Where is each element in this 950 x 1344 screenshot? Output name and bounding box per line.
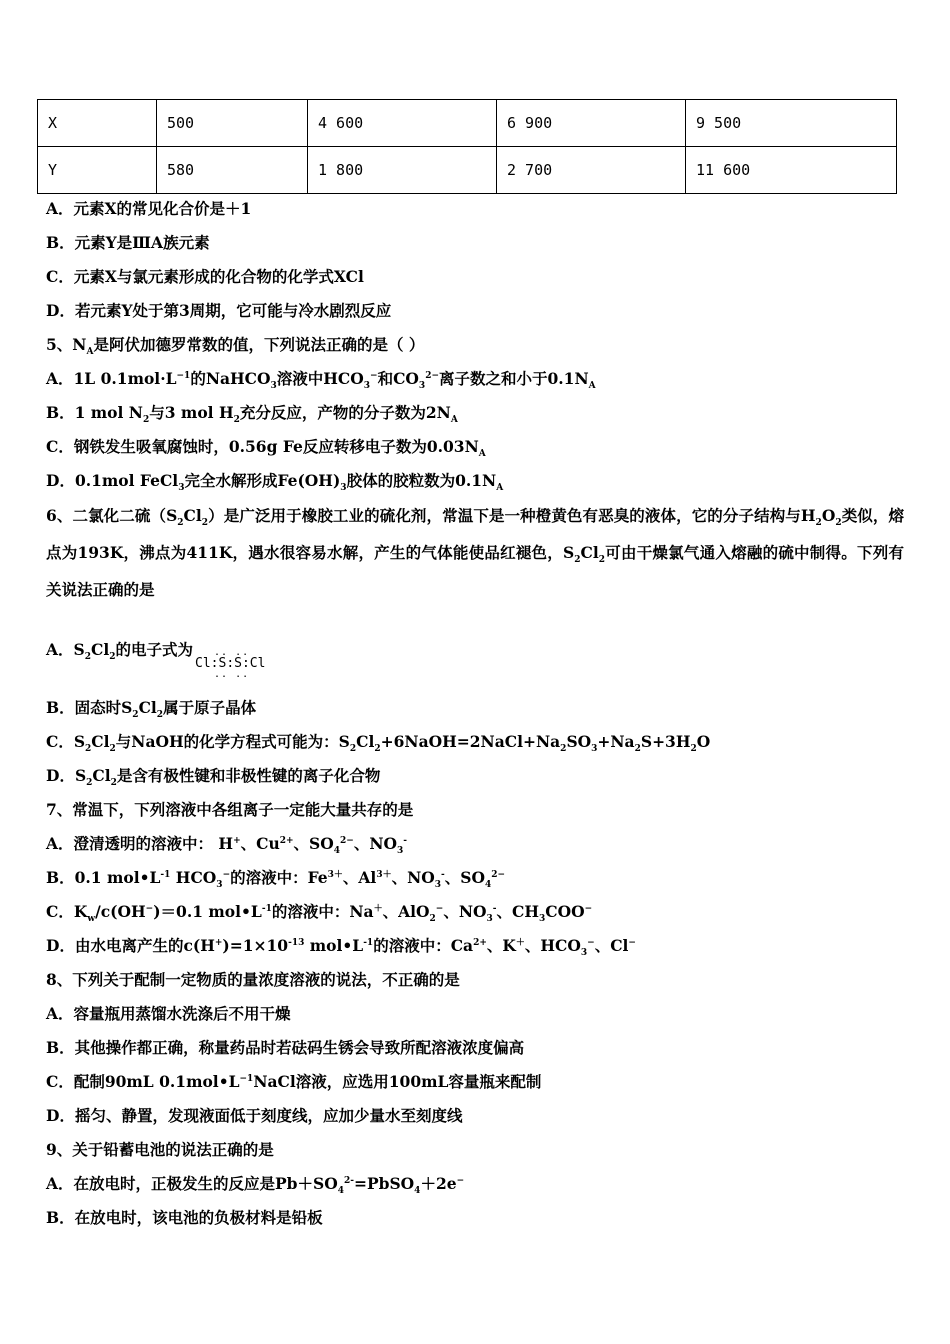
table-cell: 580 [157,147,308,194]
table-cell: Y [38,147,157,194]
table-row [38,147,897,194]
q5-option-d: D．0.1mol FeCl$_3$完全水解形成$Fe(OH)_3$胶体的胶粒数为$0.1N_A$ [46,471,504,494]
q7-option-b: B．0.1 $mol•L^{-1}$ $HCO_3^-$的溶液中：$Fe^{3+}$、$Al^{3+}$、$NO_3^-$、$SO_4^{2-}$ [46,868,506,891]
table-cell: X [38,100,157,147]
q8-option-a: A．容量瓶用蒸馏水洗涤后不用干燥 [46,1004,291,1023]
table-cell: 6 900 [497,100,686,147]
q4-option-d: D．若元素Y处于第3周期，它可能与冷水剧烈反应 [46,301,392,320]
q9-option-b: B．在放电时，该电池的负极材料是铅板 [46,1208,323,1227]
q5-option-c: C．钢铁发生吸氧腐蚀时，0.56g Fe反应转移电子数为$0.03N_A$ [46,437,486,460]
q5-option-b: B．1 mol $N_2$与3 mol $H_2$充分反应，产物的分子数为$2N_A$ [46,403,458,426]
q7-option-d: D．由水电离产生的$c(H^+)=1\times 10^{-13}$ $mol•L^{-1}$的溶液中：$Ca^{2+}$、K＋、$HCO_3^-$、Cl− [46,936,636,959]
q4-option-b: B．元素Y是ⅢA族元素 [46,233,210,252]
q6-option-c: C．$S_2Cl_2$与NaOH的化学方程式可能为：$S_2Cl_2+6NaOH=2NaCl+Na_2SO_3+Na_2S+3H_2O$ [46,732,711,755]
q8-option-b: B．其他操作都正确，称量药品时若砝码生锈会导致所配溶液浓度偏高 [46,1038,525,1057]
q7-option-a: A．澄清透明的溶液中： H+、$Cu^{2+}$、$SO_4^{2-}$、$NO_3^-$ [46,834,408,857]
q4-option-c: C．元素X与氯元素形成的化合物的化学式XCl [46,267,364,286]
q9-option-a: A．在放电时，正极发生的反应是$Pb+SO_4^{2-}=PbSO_4+2e^-$ [46,1174,465,1197]
q6-option-d: D．$S_2Cl_2$是含有极性键和非极性键的离子化合物 [46,766,381,789]
table-row [38,100,897,147]
table-cell: 9 500 [686,100,897,147]
table-cell: 4 600 [308,100,497,147]
table-cell: 11 600 [686,147,897,194]
q9-stem: 9、关于铅蓄电池的说法正确的是 [46,1140,274,1159]
q5-stem: 5、$N_A$是阿伏加德罗常数的值，下列说法正确的是（ ） [46,335,425,358]
electron-formula: .. .. Cl:S:S:Cl .. .. [195,647,266,680]
q6-stem: 6、二氯化二硫$(S_2Cl_2)$是广泛用于橡胶工业的硫化剂，常温下是一种橙黄色有恶臭的液体，它的分子结构与$H_2O_2$类似，熔点为193K，沸点为411K，遇水很容易水解，产生的气体能使品红褪色，$S_2Cl_2$可由干燥氯气通入熔融的硫中制得。下列有关说法正确的是 [46,506,904,599]
q8-option-d: D．摇匀、静置，发现液面低于刻度线，应加少量水至刻度线 [46,1106,463,1125]
q8-stem: 8、下列关于配制一定物质的量浓度溶液的说法，不正确的是 [46,970,460,989]
q7-stem: 7、常温下，下列溶液中各组离子一定能大量共存的是 [46,800,414,819]
table-cell: 1 800 [308,147,497,194]
q4-option-a: A．元素X的常见化合价是＋1 [46,199,252,218]
q7-option-c: C．$K_w/c(OH^-)=0.1$ $mol•L^{-1}$的溶液中：Na＋、AlO$_2$−、$NO_3^-$、$CH_3COO^-$ [46,902,593,925]
q6-option-b: B．固态时$S_2Cl_2$属于原子晶体 [46,698,257,721]
table-cell: 500 [157,100,308,147]
q8-option-c: C．配制90mL $0.1mol•L^{-1}NaCl$溶液，应选用100mL容量瓶来配制 [46,1072,542,1091]
ionization-energy-table [37,99,897,194]
q6-option-a: A．$S_2Cl_2$的电子式为 .. .. Cl:S:S:Cl .. .. [46,630,261,671]
table-cell: 2 700 [497,147,686,194]
q5-option-a: A．1L $0.1mol\cdot L^{-1}$的NaHCO$_3$溶液中$HCO_3^-$和$CO_3^{2-}$离子数之和小于$0.1N_A$ [46,369,596,392]
